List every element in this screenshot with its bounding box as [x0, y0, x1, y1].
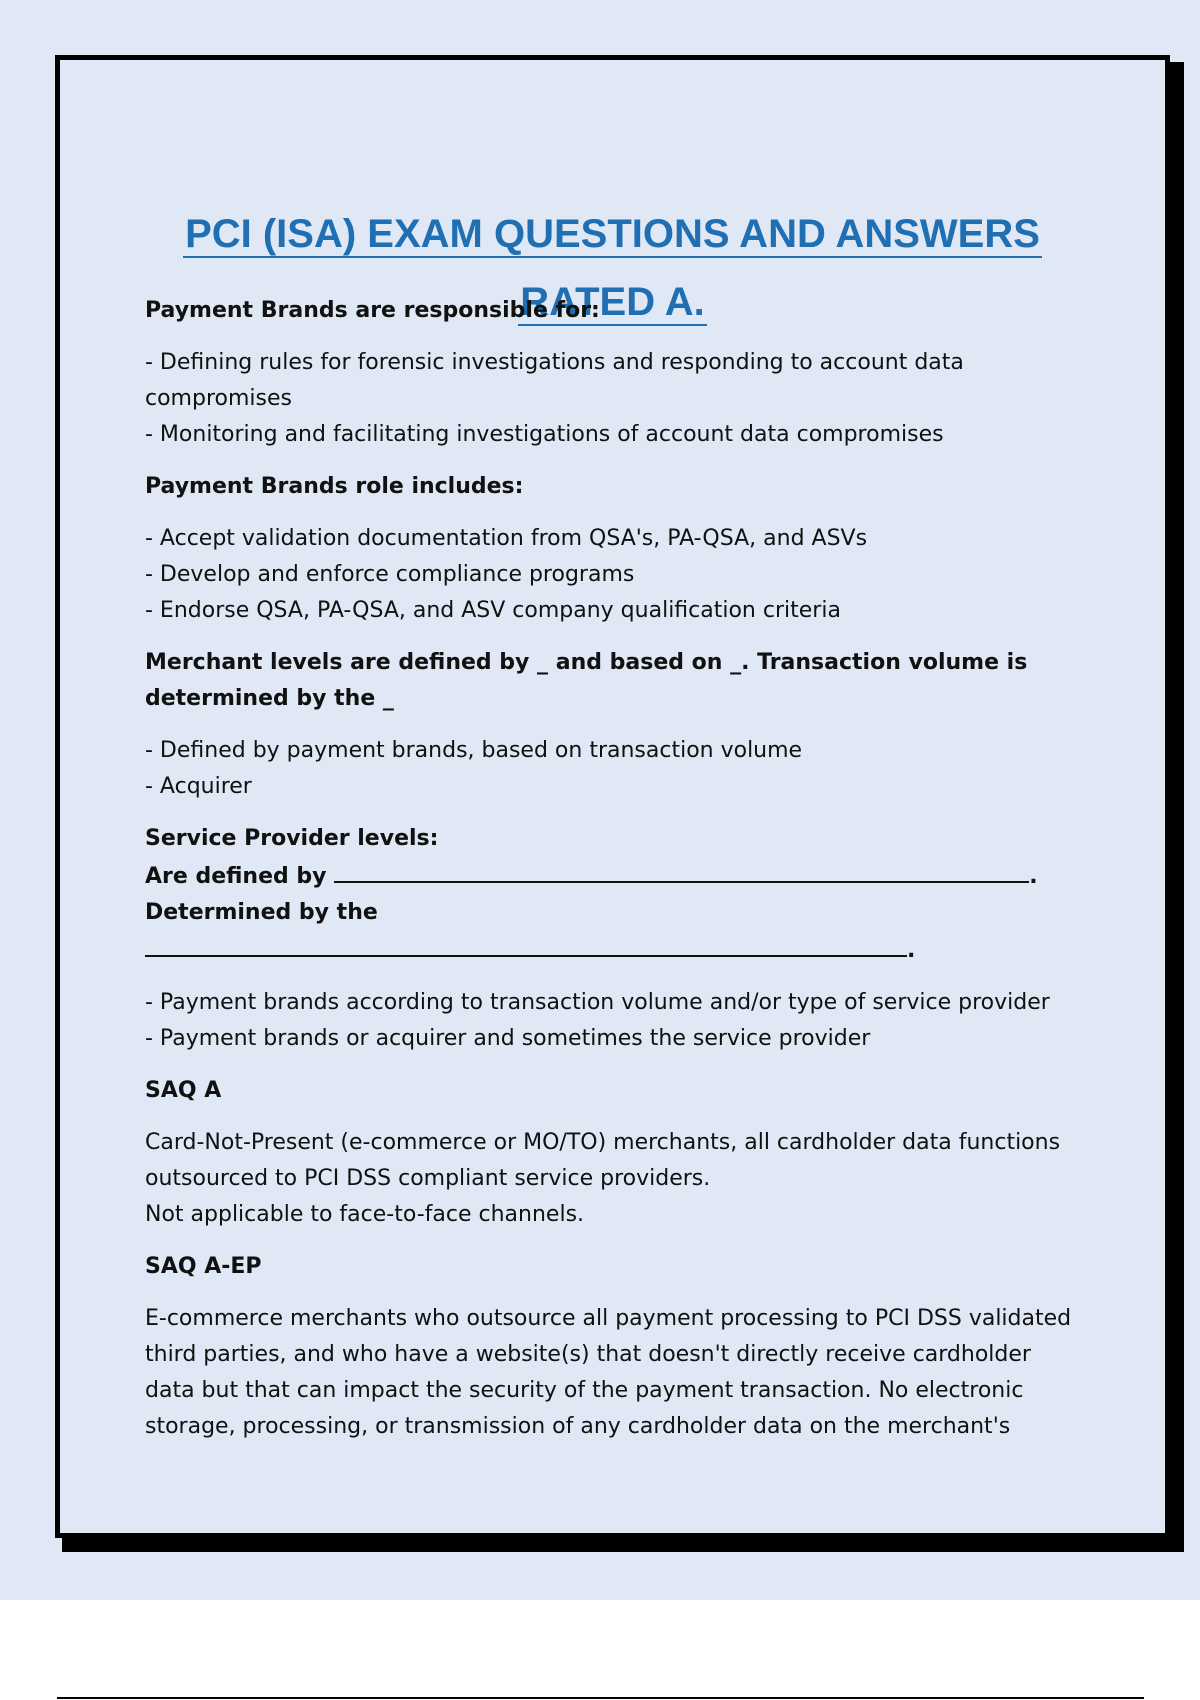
question-line: Determined by the — [145, 900, 378, 925]
answer-block — [145, 733, 1105, 805]
question-heading: SAQ A — [145, 1078, 222, 1103]
answer-block — [145, 985, 1105, 1057]
question-line: Service Provider levels: — [145, 826, 439, 851]
question-heading — [145, 821, 1105, 969]
title-line-1: PCI (ISA) EXAM QUESTIONS AND ANSWERS — [185, 212, 1040, 256]
fill-in-blank — [145, 931, 907, 957]
answer-line: - Monitoring and facilitating investigations of account data compromises — [145, 422, 944, 447]
answer-line: compromises — [145, 386, 292, 411]
footer-divider — [57, 1697, 1144, 1699]
answer-block — [145, 1125, 1105, 1233]
document-content — [145, 293, 1105, 1461]
answer-line: - Accept validation documentation from QSA's, PA-QSA, and ASVs — [145, 526, 868, 551]
answer-block — [145, 1301, 1105, 1445]
answer-line: Card-Not-Present (e-commerce or MO/TO) merchants, all cardholder data functions — [145, 1130, 1061, 1155]
answer-line: - Endorse QSA, PA-QSA, and ASV company qualification criteria — [145, 598, 841, 623]
answer-line: E-commerce merchants who outsource all payment processing to PCI DSS validated — [145, 1306, 1072, 1331]
fill-in-blank — [334, 857, 1029, 883]
question-line: Merchant levels are defined by _ and based on _. Transaction volume is — [145, 650, 1028, 675]
question-heading: SAQ A-EP — [145, 1254, 262, 1279]
period: . — [907, 938, 916, 963]
question-line — [145, 931, 1105, 969]
answer-line: - Payment brands or acquirer and sometimes the service provider — [145, 1026, 871, 1051]
question-heading: Payment Brands are responsible for: — [145, 298, 600, 323]
answer-line: - Acquirer — [145, 774, 252, 799]
answer-line: outsourced to PCI DSS compliant service providers. — [145, 1166, 711, 1191]
answer-line: - Develop and enforce compliance programs — [145, 562, 635, 587]
answer-block — [145, 345, 1105, 453]
period: . — [1029, 864, 1038, 889]
question-heading — [145, 645, 1105, 717]
answer-line: storage, processing, or transmission of any cardholder data on the merchant's — [145, 1414, 1011, 1439]
answer-line: Not applicable to face-to-face channels. — [145, 1202, 585, 1227]
question-line: determined by the _ — [145, 686, 394, 711]
answer-line: third parties, and who have a website(s) that doesn't directly receive cardholder — [145, 1342, 1031, 1367]
answer-line: data but that can impact the security of the payment transaction. No electronic — [145, 1378, 1024, 1403]
answer-block — [145, 521, 1105, 629]
question-fragment: Are defined by — [145, 864, 327, 889]
answer-line: - Defined by payment brands, based on transaction volume — [145, 738, 803, 763]
question-line — [145, 857, 1105, 895]
answer-line: - Payment brands according to transaction volume and/or type of service provider — [145, 990, 1050, 1015]
question-heading: Payment Brands role includes: — [145, 474, 524, 499]
title-line-2: RATED A. — [520, 280, 705, 324]
answer-line: - Defining rules for forensic investigations and responding to account data — [145, 350, 964, 375]
